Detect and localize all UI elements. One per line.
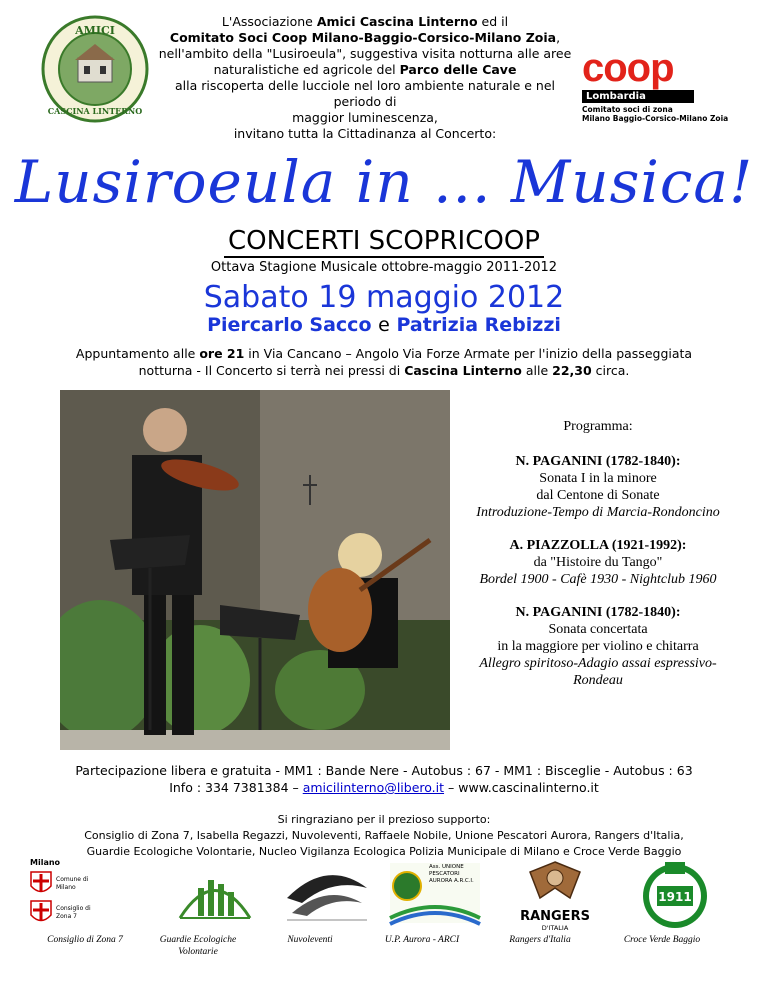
meeting-info: Appuntamento alle ore 21 in Via Cancano – Angolo Via Forze Armate per l'inizio della passeggiata notturna - Il Concerto si terrà nei pressi di Cascina Linterno alle 22,30 circa. xyxy=(75,346,693,378)
amici-cascina-linterno-logo xyxy=(40,14,150,124)
caption-croce: Croce Verde Baggio xyxy=(623,935,701,945)
guardie-ecologiche-logo xyxy=(170,858,260,928)
caption-aurora: U.P. Aurora - ARCI xyxy=(384,935,460,945)
svg-text:AMICI: AMICI xyxy=(75,24,115,37)
season-label: Ottava Stagione Musicale ottobre-maggio 2011-2012 xyxy=(210,260,558,275)
coop-lombardia-logo: coop Lombardia Comitato soci di zona Milano Baggio-Corsico-Milano Zoia xyxy=(582,46,729,123)
program-title: Programma: xyxy=(563,419,633,434)
event-title: Lusiroeula in ... Musica! xyxy=(14,148,754,216)
event-date: Sabato 19 maggio 2012 xyxy=(203,280,565,315)
acknowledgements: Si ringraziano per il prezioso supporto: Consiglio di Zona 7, Isabella Regazzi, Nuvoleventi, Raffaele Nobile, Unione Pescatori Aurora, Rangers d'Italia, Guardie Ecologiche Volontarie, Nucleo Vigilanza Ecologica Polizia Municipale di Milano e Croce Verde Baggio xyxy=(84,813,684,858)
caption-nuvoleventi: Nuvoleventi xyxy=(287,935,333,945)
concert-series: CONCERTI SCOPRICOOP xyxy=(0,226,768,256)
sponsor-logos xyxy=(20,858,748,934)
intro-text: L'Associazione Amici Cascina Linterno ed il Comitato Soci Coop Milano-Baggio-Corsico-Milano Zoia, nell'ambito della "Lusiroeula", suggestiva visita notturna alle aree naturalistiche ed agricole del Parco delle Cave alla riscoperta delle lucciole nel loro ambiente naturale e nel periodo di maggior luminescenza, invitano tutta la Cittadinanza al Concerto: xyxy=(158,14,572,141)
program-item: A. PIAZZOLLA (1921-1992): da "Histoire du Tango" Bordel 1900 - Cafè 1930 - Nightclub 1960 xyxy=(479,538,717,587)
svg-text:1911: 1911 xyxy=(658,890,692,904)
performers: Piercarlo Sacco e Patrizia Rebizzi xyxy=(207,314,561,336)
caption-rangers: Rangers d'Italia xyxy=(509,935,571,945)
email-link[interactable]: amicilinterno@libero.it xyxy=(302,780,445,795)
croce-verde-baggio-logo xyxy=(630,858,720,928)
up-aurora-logo: Ass. UNIONE PESCATORI AURORA A.R.C.I. xyxy=(385,858,485,928)
rangers-italia-logo: RANGERS D'ITALIA xyxy=(510,858,600,928)
milano-zona7-logo: Milano Comune di Milano Consiglio di Zona 7 xyxy=(30,858,91,920)
nuvoleventi-logo xyxy=(282,858,372,928)
access-info: Partecipazione libera e gratuita - MM1 : Bande Nere - Autobus : 67 - MM1 : Bisceglie - Autobus : 63 Info : 334 7381384 – amicilinterno@libero.it – www.cascinalinterno.it xyxy=(75,763,693,795)
program-item: N. PAGANINI (1782-1840): Sonata I in la minore dal Centone di Sonate Introduzione-Tempo di Marcia-Rondoncino xyxy=(476,454,720,520)
svg-text:CASCINA LINTERNO: CASCINA LINTERNO xyxy=(47,106,143,116)
concert-program xyxy=(458,418,738,705)
caption-zona: Consiglio di Zona 7 xyxy=(47,935,123,945)
caption-guardie: Guardie Ecologiche Volontarie xyxy=(159,935,237,957)
performers-photo xyxy=(60,390,450,750)
program-item: N. PAGANINI (1782-1840): Sonata concertata in la maggiore per violino e chitarra Allegro spiritoso-Adagio assai espressivo-Rondeau xyxy=(479,605,717,688)
